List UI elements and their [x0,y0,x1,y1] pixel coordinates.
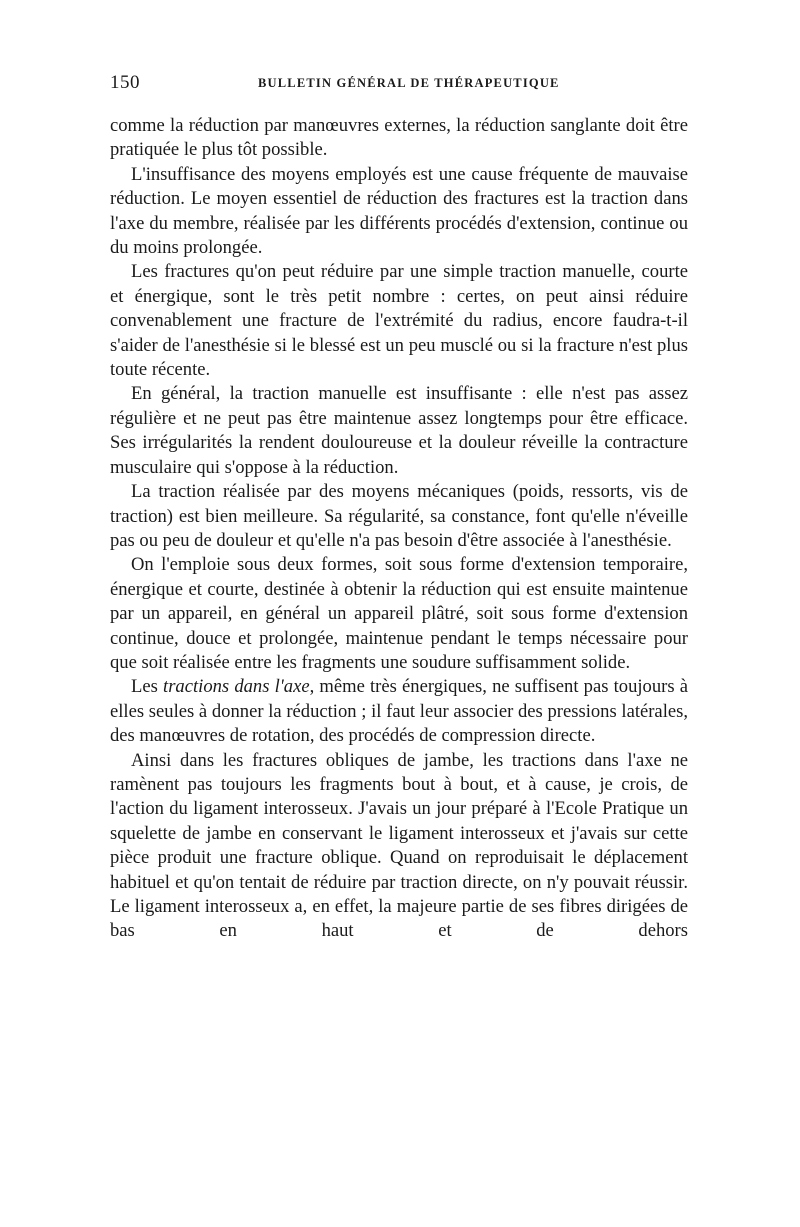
paragraph-5: La traction réalisée par des moyens mécaniques (poids, ressorts, vis de traction) est bien meilleure. Sa régularité, sa constance, font qu'elle n'éveille pas ou peu de douleur et qu'elle n'a pas besoin d'être associée à l'anesthésie. [110,481,688,551]
paragraph-7-emphasis: tractions dans l'axe [163,676,310,698]
paragraph-2: L'insuffisance des moyens employés est une cause fréquente de mauvaise réduction. Le moyen essentiel de réduction des fractures est la traction dans l'axe du membre, réalisée par les différents procédés d'extension, continue ou du moins prolongée. [110,163,688,259]
paragraph-3: Les fractures qu'on peut réduire par une simple traction manuelle, courte et énergique, sont le très petit nombre : certes, on peut ainsi réduire convenablement une fracture de l'extrémité du radius, encore faudra-t-il s'aider de l'anesthésie si le blessé est un peu musclé ou si la fracture n'est plus toute récente. [110,261,688,381]
body-text [110,114,688,944]
paragraph-7 [110,675,688,748]
paragraph-8: Ainsi dans les fractures obliques de jambe, les tractions dans l'axe ne ramènent pas toujours les fragments bout à bout, et à cause, je crois, de l'action du ligament interosseux. J'avais un jour préparé à l'Ecole Pratique un squelette de jambe en conservant le ligament interosseux et j'avais sur cette pièce produit une fracture oblique. Quand on reproduisait le déplacement habituel et qu'on tentait de réduire par traction directe, on n'y pouvait réussir. Le ligament interosseux a, en effet, la majeure partie de ses fibres dirigées de bas en haut et de dehors [110,749,688,942]
running-head [110,72,688,96]
journal-title: BULLETIN GÉNÉRAL DE THÉRAPEUTIQUE [258,76,560,90]
paragraph-7-lead: Les [131,676,164,698]
book-page [110,72,688,944]
paragraph-4: En général, la traction manuelle est insuffisante : elle n'est pas assez régulière et ne peut pas être maintenue assez longtemps pour être efficace. Ses irrégularités la rendent douloureuse et la douleur réveille la contracture musculaire qui s'oppose à la réduction. [110,383,688,478]
page-number: 150 [110,72,140,93]
paragraph-6: On l'emploie sous deux formes, soit sous forme d'extension temporaire, énergique et courte, destinée à obtenir la réduction qui est ensuite maintenue par un appareil, en général un appareil plâtré, soit sous forme d'extension continue, douce et prolongée, maintenue pendant le temps nécessaire pour que soit réalisée entre les fragments une soudure suffisamment solide. [110,554,688,673]
paragraph-7-text: , même très énergiques, ne suffisent pas toujours à elles seules à donner la réduction ; il faut leur associer des pressions latérales, des manœuvres de rotation, des procédés de compression directe. [110,676,689,747]
paragraph-1: comme la réduction par manœuvres externes, la réduction sanglante doit être pratiquée le plus tôt possible. [110,115,688,161]
